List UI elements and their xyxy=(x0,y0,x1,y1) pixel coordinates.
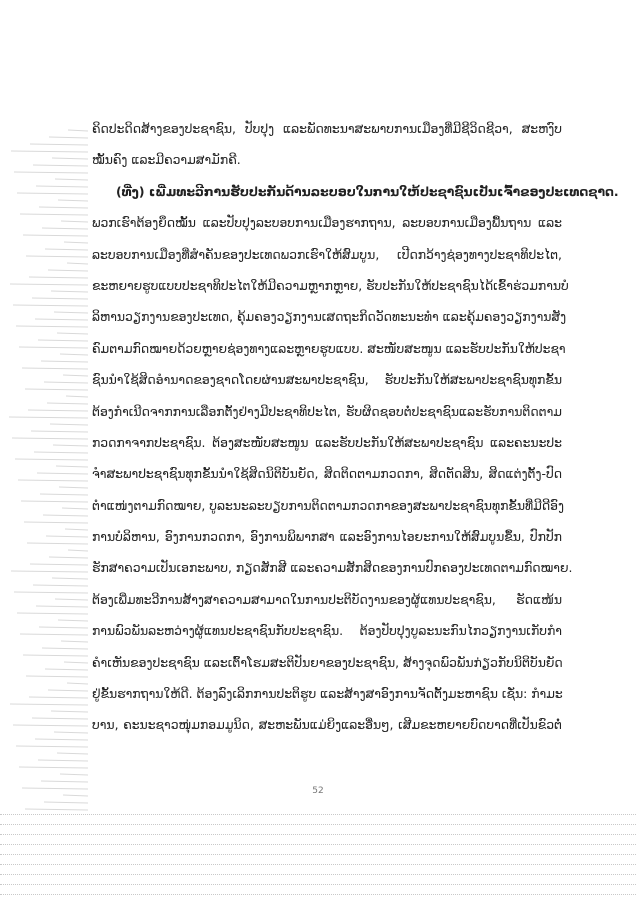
text-line: ການພົວພັນລະຫວ່າງຜູ້ແທນປະຊາຊົນກັບປະຊາຊົນ. ຕ້ອງປັບປຸງບູລະນະກົນໄກວຽກງານເກັບກຳ xyxy=(92,623,562,639)
section-heading: (ທີ່ງ) ເພີ່ມທະວີການຮັບປະກັນດ້ານລະບອບໃນການໃຫ້ປະຊາຊົນເປັນເຈົ້າຂອງປະເທດຊາດ. xyxy=(116,183,619,199)
text-line: ຕ້ອງເພີ່ມທະວີການສ້າງສາຄວາມສາມາດໃນການປະຕິບັດງານຂອງຜູ້ແທນປະຊາຊົນ, ຮັດແໜ້ນ xyxy=(92,591,562,607)
page-number: 52 xyxy=(312,786,324,796)
text-line: ຕຳແໜ່ງຕາມກົດໝາຍ, ບູລະນະລະບຽບການຕິດຕາມກວດກາຂອງສະພາປະຊາຊົນທຸກຂັ້ນທີ່ມີດີອົງ xyxy=(92,497,564,513)
text-line: ພວກເຮົາຕ້ອງຍຶດໝັ້ນ ແລະປັບປຸງລະບອບການເມືອງຮາກຖານ, ລະບອບການເມືອງພື້ນຖານ ແລະ xyxy=(92,215,562,231)
body-text xyxy=(92,113,619,741)
text-line: ກວດກາຈາກປະຊາຊົນ. ຕ້ອງສະໜັບສະໜູນ ແລະຮັບປະກັນໃຫ້ສະພາປະຊາຊົນ ແລະຄະນະປະ xyxy=(92,434,562,450)
text-line: ຢູ່ຂັ້ນຮາກຖານໃຫ້ດີ. ຕ້ອງລົງເລິກການປະຕິຮູບ ແລະສ້າງສາອົງການຈັດຕັ້ງມະຫາຊົນ ເຊັ່ນ: ກຳມະ xyxy=(92,686,563,702)
text-line: ຂະຫຍາຍຮູບແບບປະຊາທິປະໄຕໃຫ້ມີຄວາມຫຼາກຫຼາຍ, ຮັບປະກັນໃຫ້ປະຊາຊົນໄດ້ເຂົ້າຮ່ວມການບໍ xyxy=(92,277,569,293)
text-line: ລະບອບການເມືອງທີ່ສຳຄັນຂອງປະເທດພວກເຮົາໃຫ້ສົມບູນ, ເປີດກວ້າງຊ່ອງທາງປະຊາທິປະໄຕ, xyxy=(92,246,562,262)
text-line: ໝັ້ນຄົງ ແລະມີຄວາມສາມັກຄີ. xyxy=(92,152,241,168)
text-line: ຮັກສາຄວາມເປັນເອກະພາບ, ກຽດສັກສີ ແລະຄວາມສັກສິດຂອງການປົກຄອງປະເທດຕາມກົດໝາຍ. xyxy=(92,560,573,576)
text-line: ຄົມຕາມກົດໝາຍດ້ວຍຫຼາຍຊ່ອງທາງແລະຫຼາຍຮູບແບບ. ສະໜັບສະໜູນ ແລະຮັບປະກັນໃຫ້ປະຊາ xyxy=(92,340,566,356)
text-line: ຄິດປະດິດສ້າງຂອງປະຊາຊົນ, ປັບປຸງ ແລະພັດທະນາສະພາບການເມືອງທີ່ມີຊີວິດຊີວາ, ສະຫງົບ xyxy=(92,121,562,136)
text-line: ຄຳເຫັນຂອງປະຊາຊົນ ແລະເຕົ້າໂຮມສະຕິປັນຍາຂອງປະຊາຊົນ, ສ້າງຈຸດພົວພັນກ່ຽວກັບນິຕິບັນຍັດ xyxy=(92,654,563,670)
text-line: ບານ, ຄະນະຊາວໜຸ່ມກອມມູນິດ, ສະຫະພັນແມ່ຍິງແລະອື່ນໆ, ເສີມຂະຫຍາຍບົດບາດທີ່ເປັນຂົວຕໍ່ xyxy=(92,717,562,733)
text-line: ຕ້ອງກຳເນີດຈາກການເລືອກຕັ້ງຢ່າງມີປະຊາທິປະໄຕ, ຮັບຜິດຊອບຕໍ່ປະຊາຊົນແລະຮັບການຕິດຕາມ xyxy=(92,403,562,419)
scan-noise-area xyxy=(0,808,636,900)
text-line: ລິຫານວຽກງານຂອງປະເທດ, ຄຸ້ມຄອງວຽກງານເສດຖະກິດວັດທະນະທຳ ແລະຄຸ້ມຄອງວຽກງານສັງ xyxy=(92,309,567,325)
text-line: ຈຳສະພາປະຊາຊົນທຸກຂັ້ນນຳໃຊ້ສິດນິຕິບັນຍັດ, ສິດຕິດຕາມກວດກາ, ສິດຕັດສິນ, ສິດແຕ່ງຕັ້ງ-ປົດ xyxy=(92,466,562,482)
text-line: ຊົນນຳໃຊ້ສິດອຳນາດຂອງຊາດໂດຍຜ່ານສະພາປະຊາຊົນ, ຮັບປະກັນໃຫ້ສະພາປະຊາຊົນທຸກຂັ້ນ xyxy=(92,372,562,388)
text-line: ການບໍລິຫານ, ອົງການກວດກາ, ອົງການພິພາກສາ ແລະອົງການໄອຍະການໃຫ້ສົມບູນຂຶ້ນ, ປົກປັກ xyxy=(92,529,562,545)
scan-texture xyxy=(0,130,88,810)
